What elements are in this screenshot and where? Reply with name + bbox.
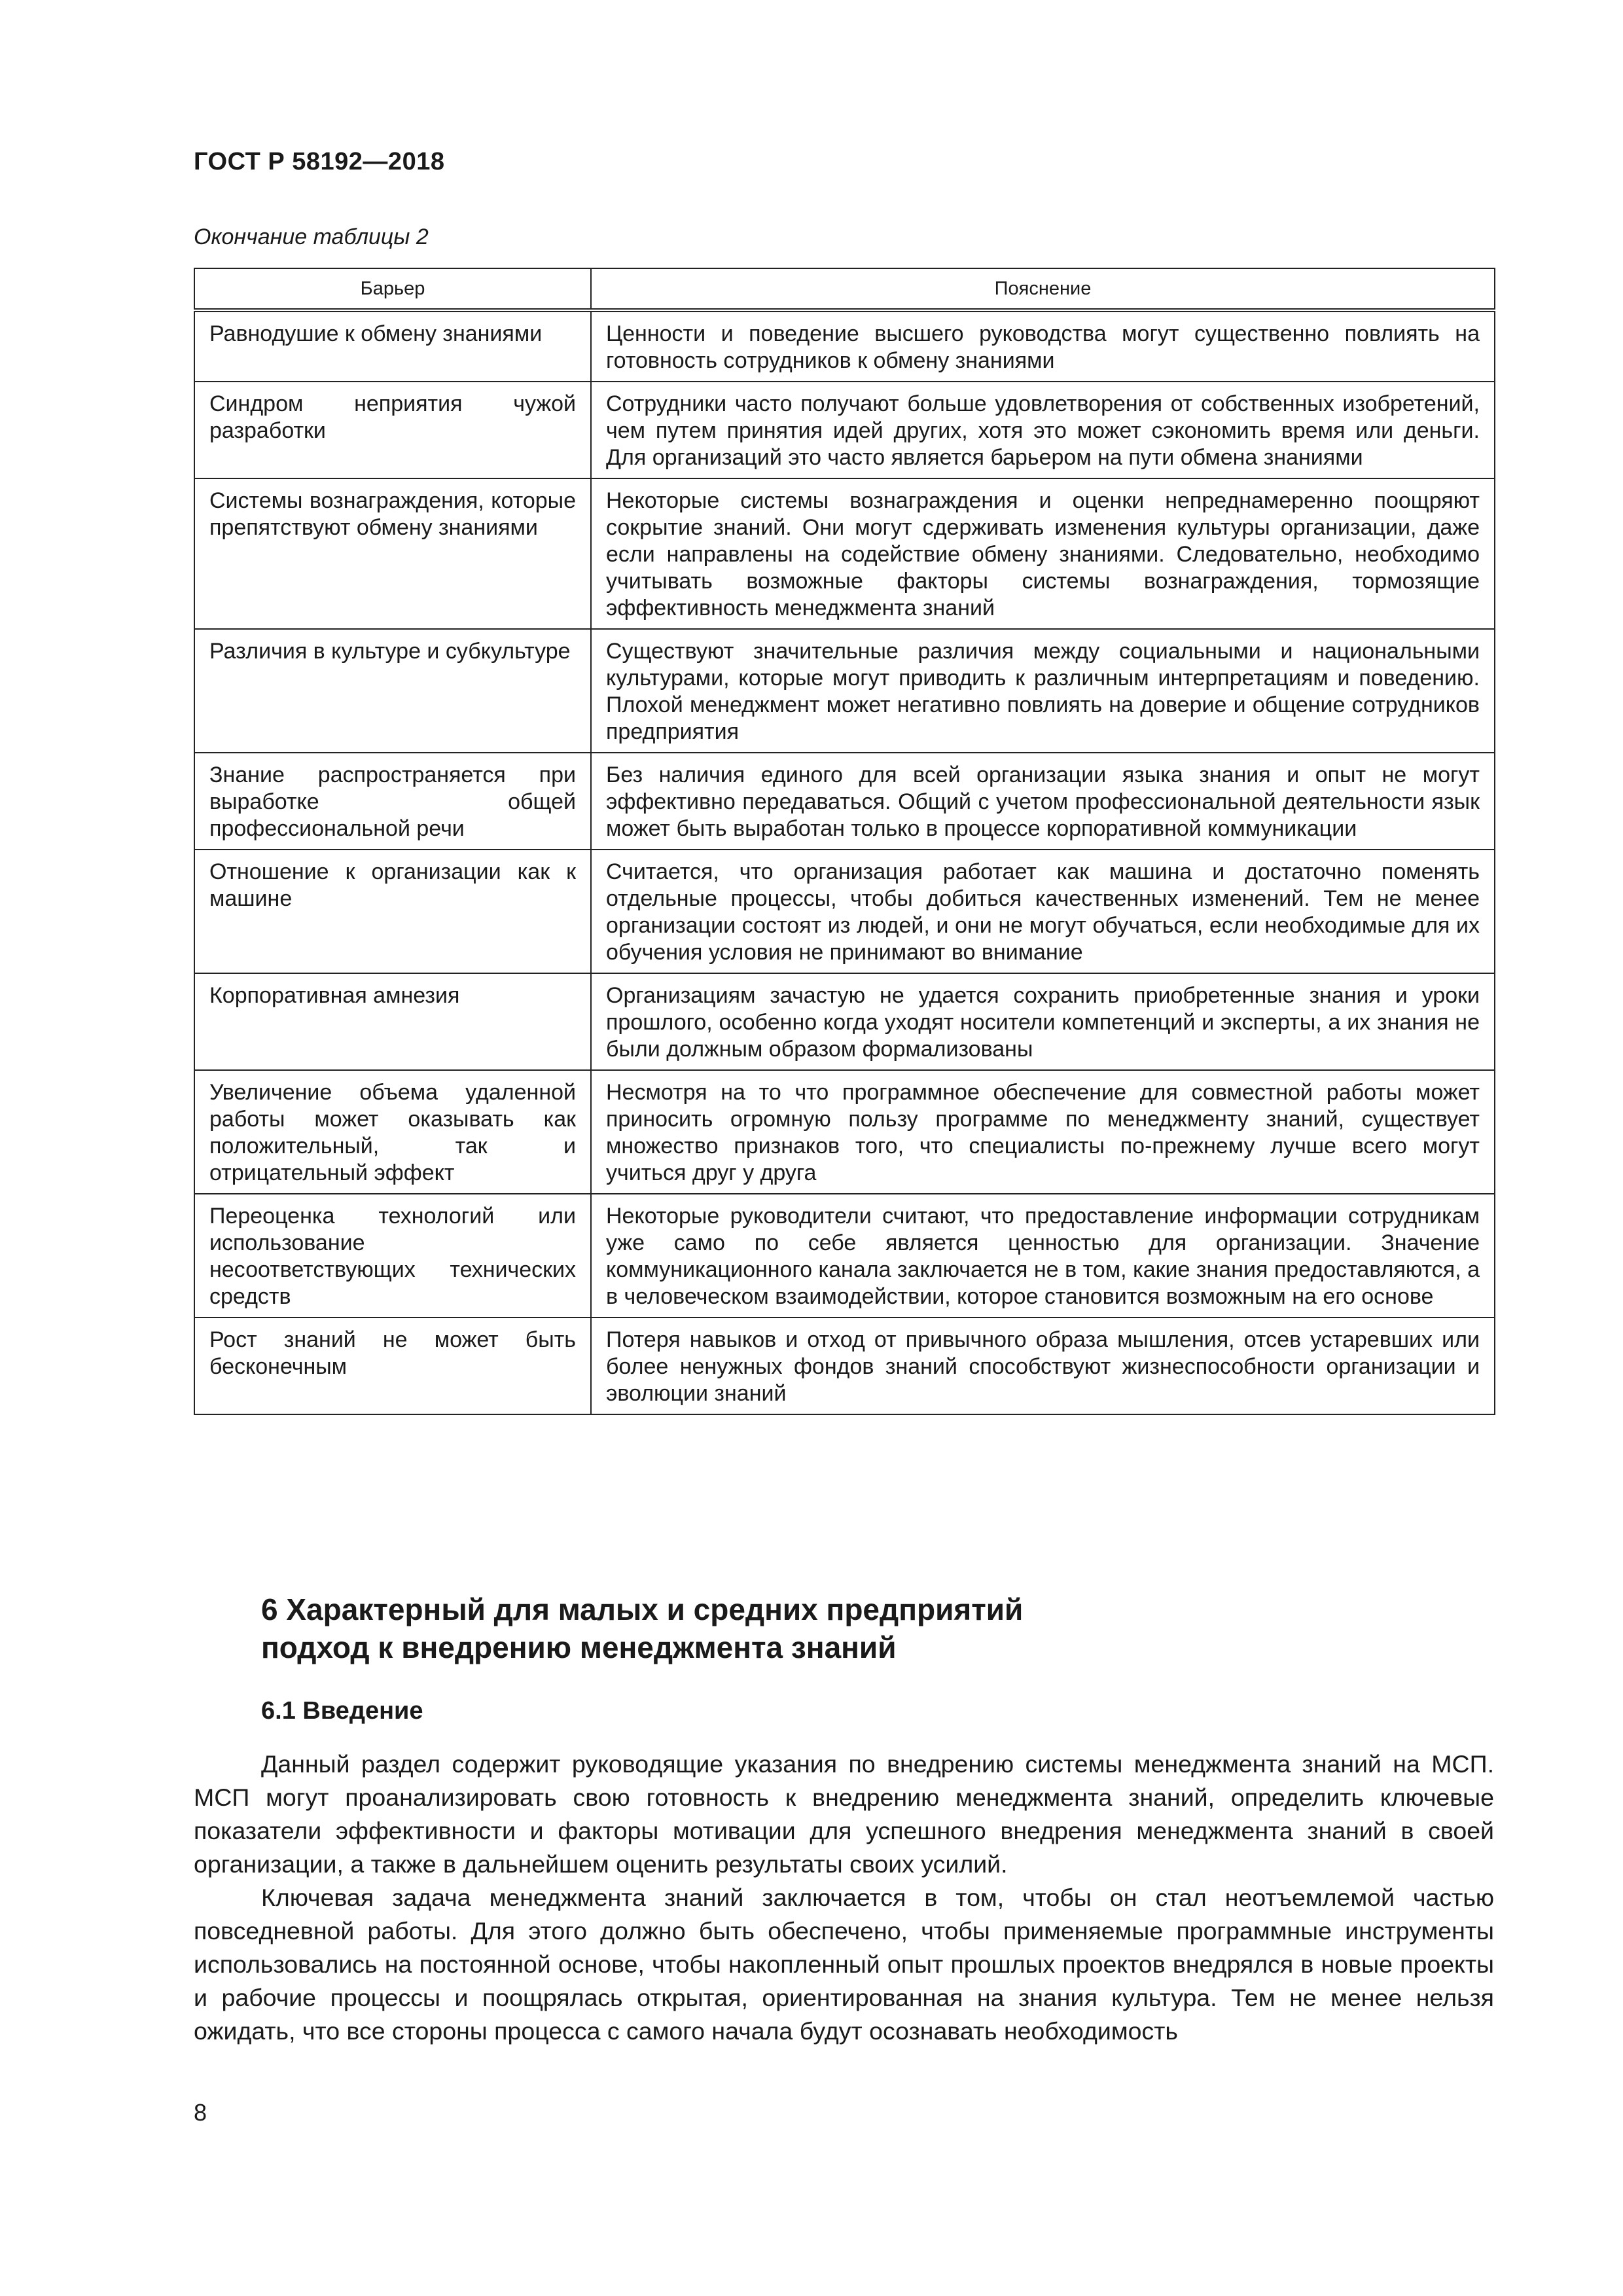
explanation-cell: Ценности и поведение высшего руководства могут существенно повлиять на готовность сотрудников к обмену знаниями bbox=[591, 310, 1495, 382]
section-heading-line: подход к внедрению менеджмента знаний bbox=[261, 1630, 897, 1664]
page-number: 8 bbox=[194, 2099, 207, 2126]
barrier-cell: Системы вознаграждения, которые препятствуют обмену знаниями bbox=[194, 478, 591, 629]
barrier-cell: Знание распространяется при выработке общей профессиональной речи bbox=[194, 753, 591, 850]
explanation-cell: Несмотря на то что программное обеспечение для совместной работы может приносить огромную пользу программе по менеджменту знаний, существует множество признаков того, что специалисты по-прежнему лучше всего могут учиться друг у друга bbox=[591, 1070, 1495, 1194]
explanation-cell: Некоторые системы вознаграждения и оценки непреднамеренно поощряют сокрытие знаний. Они могут сдерживать изменения культуры организации, даже если направлены на содействие обмену знаниями. Следовательно, необходимо учитывать возможные факторы системы вознаграждения, тормозящие эффективность менеджмента знаний bbox=[591, 478, 1495, 629]
barrier-table bbox=[194, 268, 1495, 1415]
barrier-cell: Равнодушие к обмену знаниями bbox=[194, 310, 591, 382]
table-row bbox=[194, 478, 1495, 629]
barrier-cell: Отношение к организации как к машине bbox=[194, 850, 591, 973]
table-row bbox=[194, 382, 1495, 478]
table-row bbox=[194, 850, 1495, 973]
table-row bbox=[194, 310, 1495, 382]
table-row bbox=[194, 753, 1495, 850]
explanation-cell: Без наличия единого для всей организации языка знания и опыт не могут эффективно передаваться. Общий с учетом профессиональной деятельности язык может быть выработан только в процессе корпоративной коммуникации bbox=[591, 753, 1495, 850]
table-row bbox=[194, 1070, 1495, 1194]
table-header-row bbox=[194, 268, 1495, 310]
table-caption: Окончание таблицы 2 bbox=[194, 224, 429, 249]
table-row bbox=[194, 1318, 1495, 1414]
barrier-cell: Рост знаний не может быть бесконечным bbox=[194, 1318, 591, 1414]
barrier-cell: Синдром неприятия чужой разработки bbox=[194, 382, 591, 478]
explanation-cell: Считается, что организация работает как машина и достаточно поменять отдельные процессы, чтобы добиться качественных изменений. Тем не менее организации состоят из людей, и они не могут обучаться, если необходимые для их обучения условия не принимают во внимание bbox=[591, 850, 1495, 973]
paragraph: Данный раздел содержит руководящие указания по внедрению системы менеджмента знаний на МСП. МСП могут проанализировать свою готовность к внедрению менеджмента знаний, определить ключевые показатели эффективности и факторы мотивации для успешного внедрения менеджмента знаний в своей организации, а также в дальнейшем оценить результаты своих усилий. bbox=[194, 1750, 1494, 1878]
document-code: ГОСТ Р 58192—2018 bbox=[194, 148, 445, 175]
subsection-heading: 6.1 Введение bbox=[261, 1697, 423, 1725]
barrier-cell: Увеличение объема удаленной работы может оказывать как положительный, так и отрицательный эффект bbox=[194, 1070, 591, 1194]
table-row bbox=[194, 1194, 1495, 1318]
explanation-cell: Потеря навыков и отход от привычного образа мышления, отсев устаревших или более ненужных фондов знаний способствуют жизнеспособности организации и эволюции знаний bbox=[591, 1318, 1495, 1414]
barrier-cell: Различия в культуре и субкультуре bbox=[194, 629, 591, 753]
barrier-cell: Корпоративная амнезия bbox=[194, 973, 591, 1070]
explanation-cell: Некоторые руководители считают, что предоставление информации сотрудникам уже само по себе является ценностью для организации. Значение коммуникационного канала заключается не в том, какие знания предоставляются, а в человеческом взаимодействии, которое становится возможным на его основе bbox=[591, 1194, 1495, 1318]
table-row bbox=[194, 973, 1495, 1070]
section-heading bbox=[261, 1590, 1374, 1666]
column-header-explanation: Пояснение bbox=[591, 268, 1495, 310]
section-heading-line: 6 Характерный для малых и средних предприятий bbox=[261, 1592, 1024, 1626]
barrier-cell: Переоценка технологий или использование несоответствующих технических средств bbox=[194, 1194, 591, 1318]
table-row bbox=[194, 629, 1495, 753]
explanation-cell: Организациям зачастую не удается сохранить приобретенные знания и уроки прошлого, особенно когда уходят носители компетенций и эксперты, а их знания не были должным образом формализованы bbox=[591, 973, 1495, 1070]
column-header-barrier: Барьер bbox=[194, 268, 591, 310]
explanation-cell: Существуют значительные различия между социальными и национальными культурами, которые могут приводить к различным интерпретациям и поведению. Плохой менеджмент может негативно повлиять на доверие и общение сотрудников предприятия bbox=[591, 629, 1495, 753]
body-text bbox=[194, 1748, 1494, 2048]
paragraph: Ключевая задача менеджмента знаний заключается в том, чтобы он стал неотъемлемой частью повседневной работы. Для этого должно быть обеспечено, чтобы применяемые программные инструменты использовались на постоянной основе, чтобы накопленный опыт прошлых проектов внедрялся в новые проекты и рабочие процессы и поощрялась открытая, ориентированная на знания культура. Тем не менее нельзя ожидать, что все стороны процесса с самого начала будут осознавать необходимость bbox=[194, 1884, 1494, 2045]
explanation-cell: Сотрудники часто получают больше удовлетворения от собственных изобретений, чем путем принятия идей других, хотя это может сэкономить время или деньги. Для организаций это часто является барьером на пути обмена знаниями bbox=[591, 382, 1495, 478]
